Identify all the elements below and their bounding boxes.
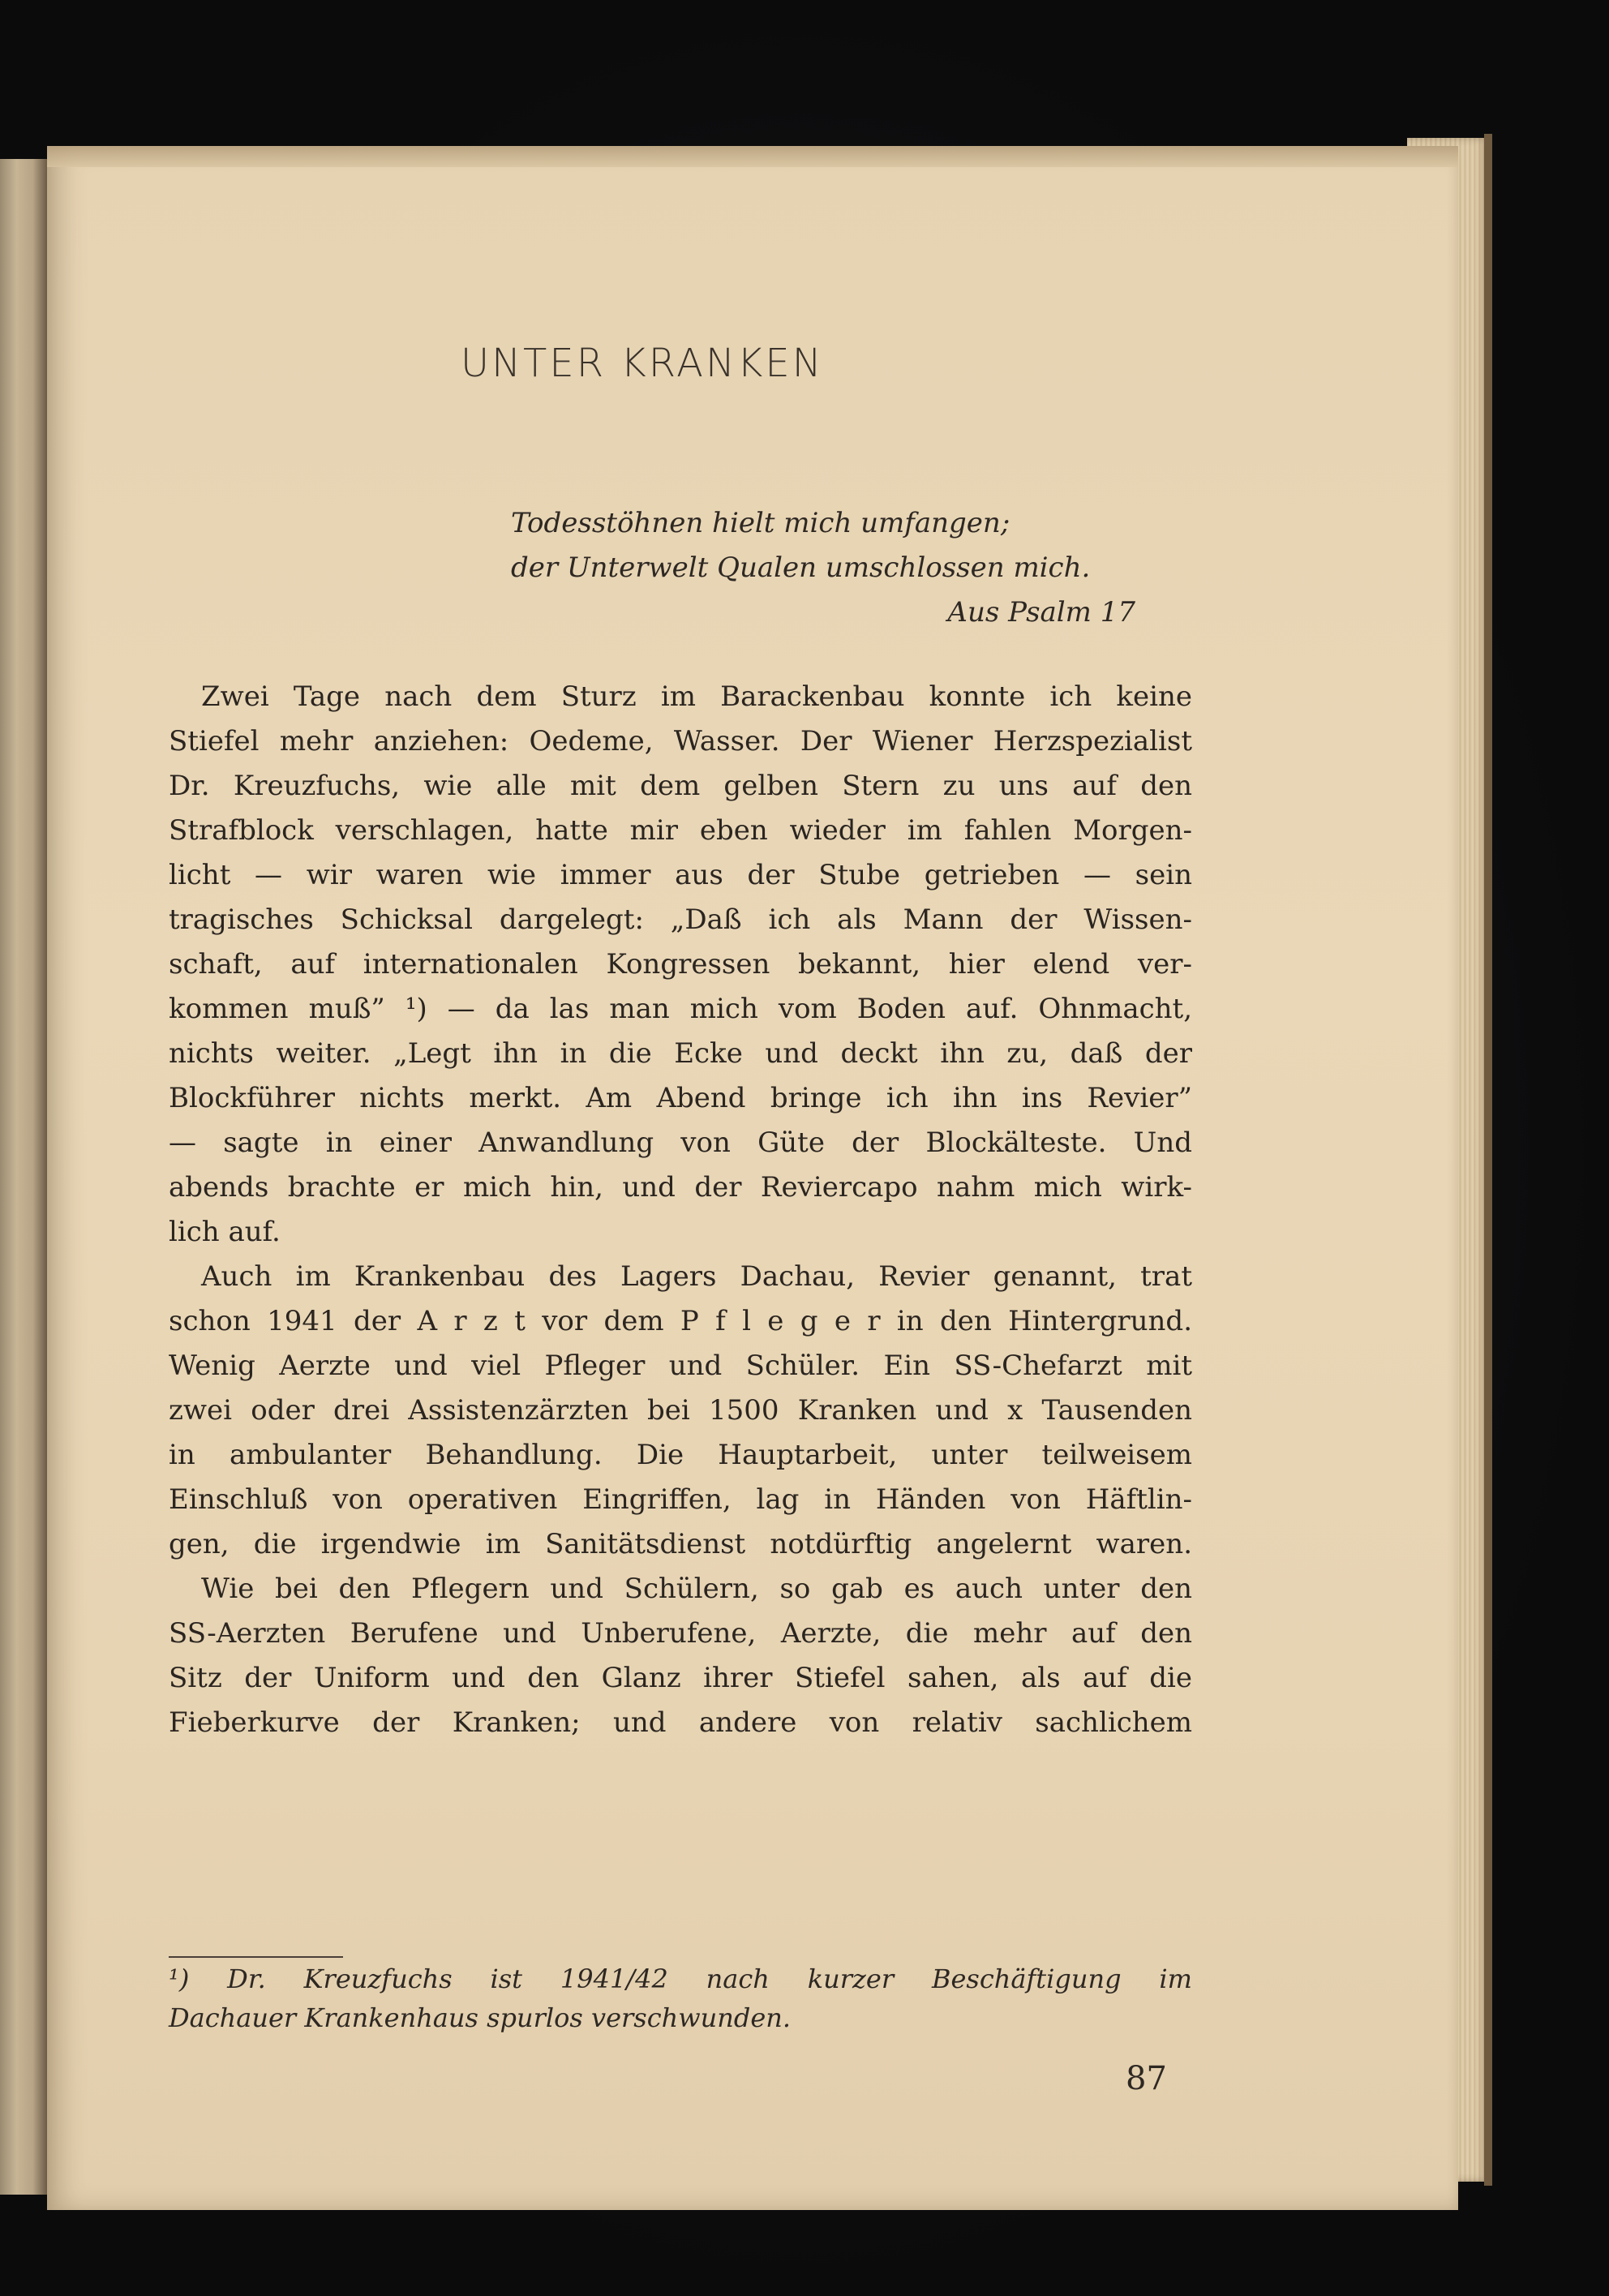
epigraph-line: der Unterwelt Qualen umschlossen mich. <box>511 551 1091 584</box>
epigraph-line: Todesstöhnen hielt mich umfangen; <box>511 507 1010 539</box>
footnote-line: ¹) Dr. Kreuzfuchs ist 1941/42 nach kurzer Beschäftigung im <box>169 1963 1192 1994</box>
body-line: gen, die irgendwie im Sanitätsdienst notdürftig angelernt waren. <box>169 1528 1192 1560</box>
body-line: lich auf. <box>169 1216 281 1248</box>
body-line: Wenig Aerzte und viel Pfleger und Schüler. Ein SS-Chefarzt mit <box>169 1350 1192 1382</box>
body-line: SS-Aerzten Berufene und Unberufene, Aerzte, die mehr auf den <box>169 1617 1192 1650</box>
footnote <box>169 1959 1192 2037</box>
chapter-title: UNTER KRANKEN <box>461 341 824 386</box>
epigraph-source: Aus Psalm 17 <box>947 596 1135 629</box>
body-line: schaft, auf internationalen Kongressen bekannt, hier elend ver- <box>169 948 1192 981</box>
body-line: — sagte in einer Anwandlung von Güte der Blockälteste. Und <box>169 1127 1192 1159</box>
body-line: Stiefel mehr anziehen: Oedeme, Wasser. Der Wiener Herzspezialist <box>169 725 1192 757</box>
footnote-rule <box>169 1956 343 1958</box>
body-line: Strafblock verschlagen, hatte mir eben wieder im fahlen Morgen- <box>169 814 1192 847</box>
body-line: abends brachte er mich hin, und der Reviercapo nahm mich wirk- <box>169 1171 1192 1204</box>
body-line: Zwei Tage nach dem Sturz im Barackenbau konnte ich keine <box>201 680 1192 713</box>
book-cover-edge <box>1484 134 1492 2186</box>
page-top-edge <box>47 146 1458 167</box>
body-line: licht — wir waren wie immer aus der Stube getrieben — sein <box>169 859 1192 891</box>
body-text <box>169 675 1192 1745</box>
body-line: Einschluß von operativen Eingriffen, lag in Händen von Häftlin- <box>169 1483 1192 1516</box>
page-number: 87 <box>1126 2060 1167 2097</box>
body-line: schon 1941 der A r z t vor dem P f l e g e r in den Hintergrund. <box>169 1305 1192 1337</box>
footnote-line: Dachauer Krankenhaus spurlos verschwunden. <box>169 2002 792 2033</box>
body-line: zwei oder drei Assistenzärzten bei 1500 Kranken und x Tausenden <box>169 1394 1192 1427</box>
book-page <box>47 146 1458 2210</box>
previous-page-edge <box>0 159 47 2195</box>
body-line: Dr. Kreuzfuchs, wie alle mit dem gelben Stern zu uns auf den <box>169 770 1192 802</box>
body-line: tragisches Schicksal dargelegt: „Daß ich als Mann der Wissen- <box>169 903 1192 936</box>
body-line: Sitz der Uniform und den Glanz ihrer Stiefel sahen, als auf die <box>169 1662 1192 1694</box>
body-line: kommen muß” ¹) — da las man mich vom Boden auf. Ohnmacht, <box>169 993 1192 1025</box>
body-line: Auch im Krankenbau des Lagers Dachau, Revier genannt, trat <box>201 1260 1192 1293</box>
body-line: nichts weiter. „Legt ihn in die Ecke und deckt ihn zu, daß der <box>169 1037 1192 1070</box>
body-line: Fieberkurve der Kranken; und andere von relativ sachlichem <box>169 1706 1192 1739</box>
body-line: Wie bei den Pflegern und Schülern, so gab es auch unter den <box>201 1573 1192 1605</box>
body-line: Blockführer nichts merkt. Am Abend bringe ich ihn ins Revier” <box>169 1082 1192 1114</box>
body-line: in ambulanter Behandlung. Die Hauptarbeit, unter teilweisem <box>169 1439 1192 1471</box>
